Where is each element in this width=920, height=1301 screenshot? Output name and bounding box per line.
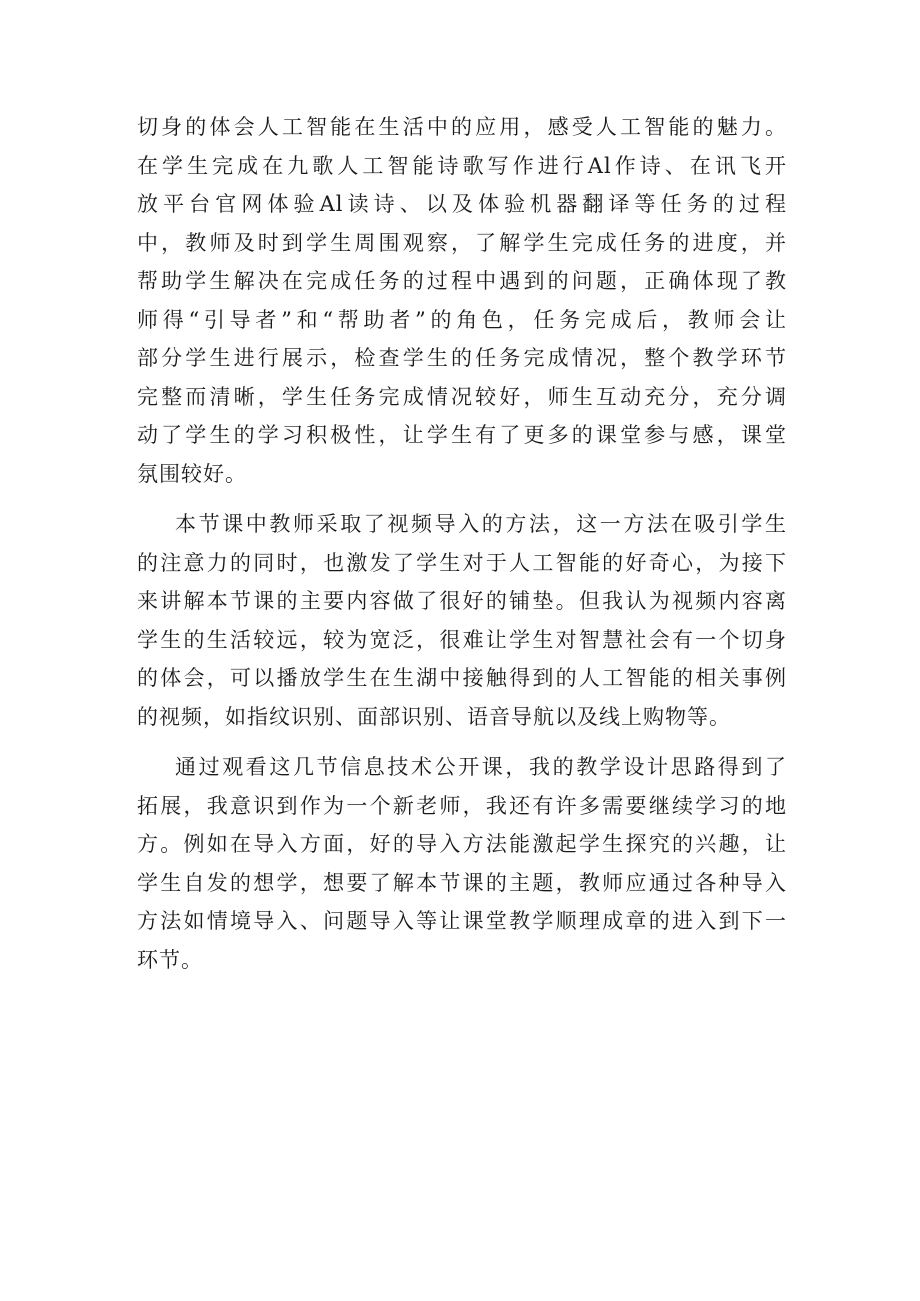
text-line: 动了学生的学习积极性，让学生有了更多的课堂参与感，课堂 — [137, 423, 787, 447]
text-line: 氛围较好。 — [137, 461, 247, 486]
text-line: 方。例如在导入方面，好的导入方法能激起学生探究的兴趣，让 — [137, 832, 787, 856]
text-line: 完整而清晰，学生任务完成情况较好，师生互动充分，充分调 — [137, 384, 787, 409]
body-text — [137, 108, 787, 979]
text-line: 通过观看这几节信息技术公开课，我的教学设计思路得到了 — [175, 755, 787, 779]
text-line: 的视频，如指纹识别、面部识别、语音导航以及线上购物等。 — [137, 704, 731, 729]
text-line: 来讲解本节课的主要内容做了很好的铺垫。但我认为视频内容离 — [137, 589, 787, 613]
text-line: 在学生完成在九歌人工智能诗歌写作进行Al作诗、在讯飞开 — [137, 153, 787, 178]
text-line: 方法如情境导入、问题导入等让课堂教学顺理成章的进入到下一 — [137, 909, 787, 933]
text-line: 环节。 — [137, 947, 203, 972]
text-line: 的体会，可以播放学生在生湖中接触得到的人工智能的相关事例 — [137, 666, 787, 690]
text-line: 放平台官网体验Al读诗、以及体验机器翻译等任务的过程 — [137, 192, 787, 216]
text-line: 的注意力的同时，也激发了学生对于人工智能的好奇心，为接下 — [137, 550, 787, 575]
text-line: 本节课中教师采取了视频导入的方法，这一方法在吸引学生 — [175, 512, 787, 536]
text-line: 帮助学生解决在完成任务的过程中遇到的问题，正确体现了教 — [137, 269, 787, 293]
paragraph — [137, 505, 787, 736]
text-line: 学生自发的想学，想要了解本节课的主题，教师应通过各种导入 — [137, 870, 787, 895]
text-line: 中，教师及时到学生周围观察，了解学生完成任务的进度，并 — [137, 230, 787, 255]
text-line: 师得“引导者”和“帮助者”的角色，任务完成后，教师会让 — [137, 307, 787, 332]
paragraph — [137, 108, 787, 493]
text-line: 拓展，我意识到作为一个新老师，我还有许多需要继续学习的地 — [137, 793, 787, 818]
text-line: 切身的体会人工智能在生活中的应用，感受人工智能的魅力。 — [137, 115, 787, 139]
text-line: 部分学生进行展示，检查学生的任务完成情况，整个教学环节 — [137, 346, 787, 370]
text-line: 学生的生活较远，较为宽泛，很难让学生对智慧社会有一个切身 — [137, 627, 787, 652]
paragraph — [137, 748, 787, 979]
